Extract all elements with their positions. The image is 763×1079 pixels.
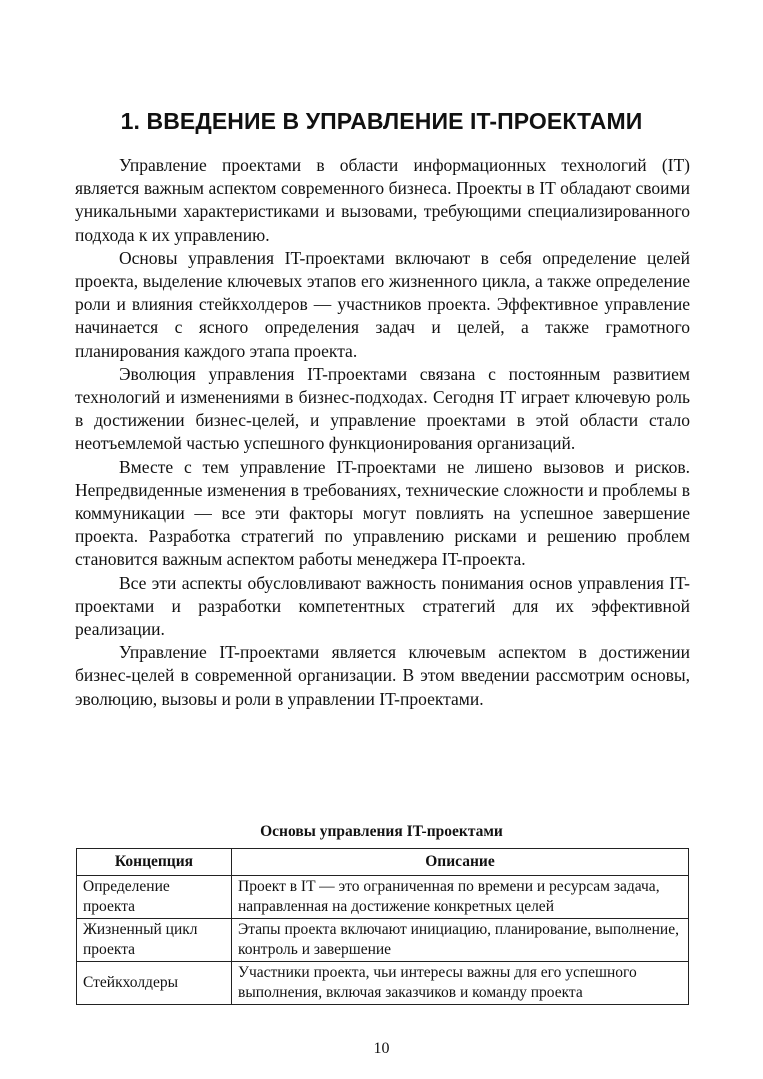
page-number: 10 — [373, 1040, 390, 1057]
chapter-heading: 1. ВВЕДЕНИЕ В УПРАВЛЕНИЕ IT-ПРОЕКТАМИ — [120, 108, 643, 134]
table-cell-description: Проект в IT — это ограниченная по времени и ресурсам задача, направленная на достижение конкретных целей — [232, 876, 689, 919]
paragraph: Эволюция управления IT-проектами связана с постоянным развитием технологий и изменениями в бизнес-подходах. Сегодня IT играет ключевую роль в достижении бизнес-целей, и управление проектами в этой области стало неотъемлемой частью успешного функционирования организаций. — [75, 363, 690, 454]
body-text — [75, 154, 690, 711]
paragraph: Все эти аспекты обусловливают важность понимания основ управления IT-проектами и разработки компетентных стратегий для их эффективной реализации. — [75, 572, 690, 640]
table-cell-description: Участники проекта, чьи интересы важны для его успешного выполнения, включая заказчиков и команду проекта — [232, 962, 689, 1005]
table-cell-description: Этапы проекта включают инициацию, планирование, выполнение, контроль и завершение — [232, 919, 689, 962]
paragraph: Управление IT-проектами является ключевым аспектом в достижении бизнес-целей в современной организации. В этом введении рассмотрим основы, эволюцию, вызовы и роли в управлении IT-проектами. — [75, 642, 690, 709]
concepts-table — [76, 848, 689, 1005]
paragraph: Управление проектами в области информационных технологий (IT) является важным аспектом современного бизнеса. Проекты в IT обладают своими уникальными характеристиками и вызовами, требующими специализированного подхода к их управлению. — [75, 155, 690, 245]
table-title: Основы управления IT-проектами — [260, 823, 503, 840]
column-header-description: Описание — [232, 849, 689, 876]
column-header-concept: Концепция — [77, 849, 232, 876]
table-row — [77, 919, 689, 962]
table-cell-concept: Определение проекта — [77, 876, 232, 919]
paragraph: Вместе с тем управление IT-проектами не лишено вызовов и рисков. Непредвиденные изменения в требованиях, технические сложности и проблемы в коммуникации — все эти факторы могут повлиять на успешное завершение проекта. Разработка стратегий по управлению рисками и решению проблем становится важным аспектом работы менеджера IT-проекта. — [75, 456, 690, 570]
table-row — [77, 876, 689, 919]
table-cell-concept: Стейкхолдеры — [77, 962, 232, 1005]
paragraph: Основы управления IT-проектами включают в себя определение целей проекта, выделение ключевых этапов его жизненного цикла, а также определение роли и влияния стейкхолдеров — участников проекта. Эффективное управление начинается с ясного определения задач и целей, а также грамотного планирования каждого этапа проекта. — [75, 247, 690, 361]
table-header-row — [77, 849, 689, 876]
table-cell-concept: Жизненный цикл проекта — [77, 919, 232, 962]
table-row — [77, 962, 689, 1005]
